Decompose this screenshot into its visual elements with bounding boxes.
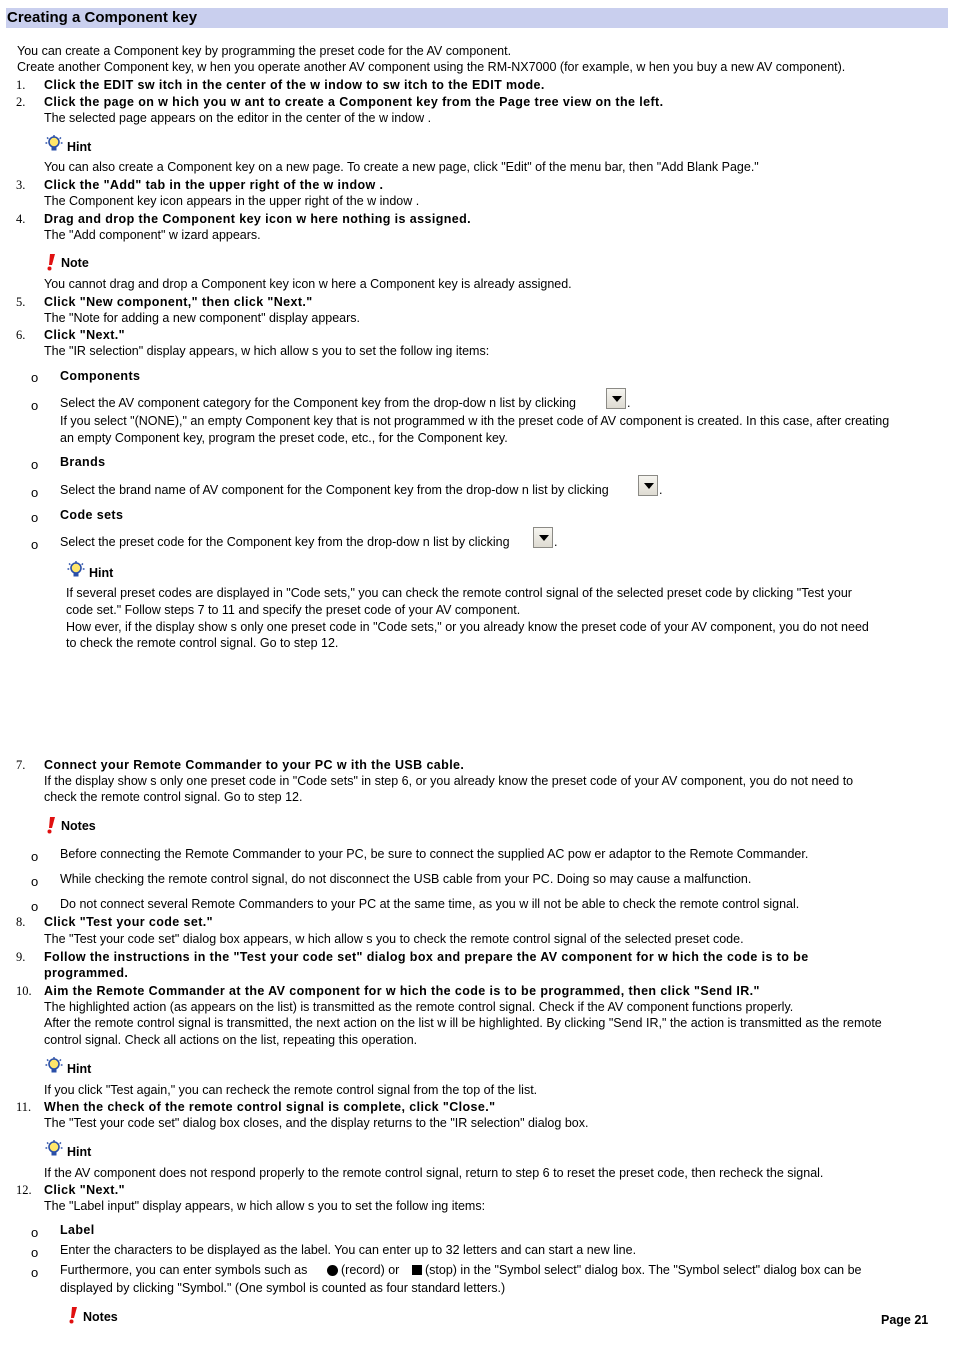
- item-text: (record) or: [341, 1263, 400, 1277]
- bullet: o: [31, 398, 39, 413]
- step-description: check the remote control signal. Go to step 12.: [44, 790, 303, 804]
- notes-label: Notes: [83, 1310, 118, 1324]
- hint-label: Hint: [67, 1062, 92, 1076]
- hint-text: If several preset codes are displayed in "Code sets," you can check the remote control signal of the selected preset code by clicking "Test your: [66, 586, 852, 600]
- dropdown-button[interactable]: [606, 388, 626, 409]
- dropdown-button[interactable]: [638, 475, 658, 496]
- item-text: If you select "(NONE)," an empty Component key that is not programmed w ith the preset code of AV component is created. In this case, after creating: [60, 414, 890, 428]
- step-instruction: Click "Next.": [44, 1183, 125, 1197]
- step-number: 12.: [16, 1183, 32, 1197]
- bullet: o: [31, 457, 39, 472]
- bullet: o: [31, 485, 39, 500]
- item-text: an empty Component key, program the preset code, etc., for the Component key.: [60, 431, 508, 445]
- bullet: o: [31, 537, 39, 552]
- intro-line: You can create a Component key by programming the preset code for the AV component.: [17, 44, 512, 58]
- note-text: Before connecting the Remote Commander to your PC, be sure to connect the supplied AC pow er adaptor to the Remote Commander.: [60, 847, 809, 861]
- item-text: displayed by clicking "Symbol." (One symbol is counted as four standard letters.): [60, 1281, 506, 1295]
- step-description: The selected page appears on the editor in the center of the w indow .: [44, 111, 432, 125]
- item-text: Select the brand name of AV component for the Component key from the drop-dow n list by clicking: [60, 483, 609, 497]
- item-text: (stop) in the "Symbol select" dialog box. The "Symbol select" dialog box can be: [425, 1263, 862, 1277]
- bullet: o: [31, 510, 39, 525]
- step-instruction: programmed.: [44, 966, 129, 980]
- item-heading: Components: [60, 369, 141, 383]
- step-number: 11.: [16, 1100, 32, 1114]
- notes-label: Notes: [61, 819, 96, 833]
- note-text: While checking the remote control signal, do not disconnect the USB cable from your PC. Doing so may cause a malfunction.: [60, 872, 752, 886]
- hint-label: Hint: [67, 1145, 92, 1159]
- note-text: You cannot drag and drop a Component key icon w here a Component key is already assigned.: [44, 277, 572, 291]
- step-instruction: Click the page on w hich you w ant to create a Component key from the Page tree view on the left.: [44, 95, 664, 109]
- page-title: Creating a Component key: [6, 8, 948, 28]
- step-description: control signal. Check all actions on the list, repeating this operation.: [44, 1033, 418, 1047]
- step-description: The "Label input" display appears, w hich allow s you to set the follow ing items:: [44, 1199, 486, 1213]
- bullet: o: [31, 1265, 39, 1280]
- page-number: Page 21: [881, 1313, 929, 1327]
- lightbulb-icon: [67, 561, 85, 579]
- exclamation-icon: [45, 253, 57, 271]
- step-instruction: Click "Test your code set.": [44, 915, 213, 929]
- step-description: If the display show s only one preset code in "Code sets" in step 6, or you already know the preset code of your AV component, you do not need to: [44, 774, 854, 788]
- step-number: 9.: [16, 950, 26, 964]
- hint-label: Hint: [89, 566, 114, 580]
- item-heading: Label: [60, 1223, 95, 1237]
- step-description: The Component key icon appears in the upper right of the w indow .: [44, 194, 420, 208]
- bullet: o: [31, 874, 39, 889]
- step-description: The "Test your code set" dialog box appears, w hich allow s you to check the remote control signal of the selected preset code.: [44, 932, 744, 946]
- hint-text: How ever, if the display show s only one preset code in "Code sets," or you already know the preset code of your AV component, you do not need: [66, 620, 869, 634]
- step-instruction: When the check of the remote control signal is complete, click "Close.": [44, 1100, 496, 1114]
- step-instruction: Click the EDIT sw itch in the center of the w indow to sw itch to the EDIT mode.: [44, 78, 545, 92]
- step-number: 3.: [16, 178, 26, 192]
- bullet: o: [31, 849, 39, 864]
- bullet: o: [31, 899, 39, 914]
- step-description: The "Test your code set" dialog box closes, and the display returns to the "IR selection" dialog box.: [44, 1116, 589, 1130]
- hint-text: code set." Follow steps 7 to 11 and specify the preset code of your AV component.: [66, 603, 521, 617]
- hint-text: If the AV component does not respond properly to the remote control signal, return to step 6 to reset the preset code, then recheck the signal.: [44, 1166, 824, 1180]
- step-instruction: Click "New component," then click "Next.": [44, 295, 313, 309]
- step-number: 1.: [16, 78, 26, 92]
- item-text: Furthermore, you can enter symbols such as: [60, 1263, 308, 1277]
- hint-text: to check the remote control signal. Go to step 12.: [66, 636, 339, 650]
- step-description: After the remote control signal is transmitted, the next action on the list w ill be highlighted. By clicking "Send IR," the action is transmitted as the remote: [44, 1016, 882, 1030]
- dropdown-button[interactable]: [533, 527, 553, 548]
- step-number: 5.: [16, 295, 26, 309]
- hint-label: Hint: [67, 140, 92, 154]
- note-text: Do not connect several Remote Commanders to your PC at the same time, as you w ill not be able to check the remote control signal.: [60, 897, 800, 911]
- step-instruction: Aim the Remote Commander at the AV component for w hich the code is to be programmed, then click "Send IR.": [44, 984, 760, 998]
- exclamation-icon: [45, 816, 57, 834]
- bullet: o: [31, 1225, 39, 1240]
- bullet: o: [31, 1245, 39, 1260]
- step-description: The "Add component" w izard appears.: [44, 228, 261, 242]
- lightbulb-icon: [45, 135, 63, 153]
- item-text: Enter the characters to be displayed as the label. You can enter up to 32 letters and can start a new line.: [60, 1243, 637, 1257]
- step-description: The "Note for adding a new component" display appears.: [44, 311, 361, 325]
- step-number: 8.: [16, 915, 26, 929]
- hint-text: If you click "Test again," you can recheck the remote control signal from the top of the list.: [44, 1083, 538, 1097]
- step-description: The "IR selection" display appears, w hich allow s you to set the follow ing items:: [44, 344, 490, 358]
- step-instruction: Connect your Remote Commander to your PC w ith the USB cable.: [44, 758, 465, 772]
- step-instruction: Click "Next.": [44, 328, 125, 342]
- step-number: 10.: [16, 984, 32, 998]
- step-number: 6.: [16, 328, 26, 342]
- step-instruction: Drag and drop the Component key icon w here nothing is assigned.: [44, 212, 472, 226]
- item-heading: Code sets: [60, 508, 124, 522]
- hint-text: You can also create a Component key on a new page. To create a new page, click "Edit" of the menu bar, then "Add Blank Page.": [44, 160, 759, 174]
- step-number: 4.: [16, 212, 26, 226]
- item-text: Select the AV component category for the Component key from the drop-dow n list by clicking: [60, 396, 577, 410]
- lightbulb-icon: [45, 1140, 63, 1158]
- stop-symbol-icon: [412, 1265, 422, 1275]
- bullet: o: [31, 370, 39, 385]
- step-description: The highlighted action (as appears on the list) is transmitted as the remote control signal. Check if the AV component functions properly.: [44, 1000, 794, 1014]
- record-symbol-icon: [327, 1265, 338, 1276]
- note-label: Note: [61, 256, 89, 270]
- lightbulb-icon: [45, 1057, 63, 1075]
- step-number: 2.: [16, 95, 26, 109]
- step-instruction: Follow the instructions in the "Test your code set" dialog box and prepare the AV component for w hich the code is to be: [44, 950, 809, 964]
- intro-line: Create another Component key, w hen you operate another AV component using the RM-NX7000 (for example, w hen you buy a new AV component).: [17, 60, 846, 74]
- exclamation-icon: [67, 1306, 79, 1324]
- item-heading: Brands: [60, 455, 106, 469]
- step-instruction: Click the "Add" tab in the upper right of the w indow .: [44, 178, 384, 192]
- item-text: Select the preset code for the Component key from the drop-dow n list by clicking: [60, 535, 510, 549]
- step-number: 7.: [16, 758, 26, 772]
